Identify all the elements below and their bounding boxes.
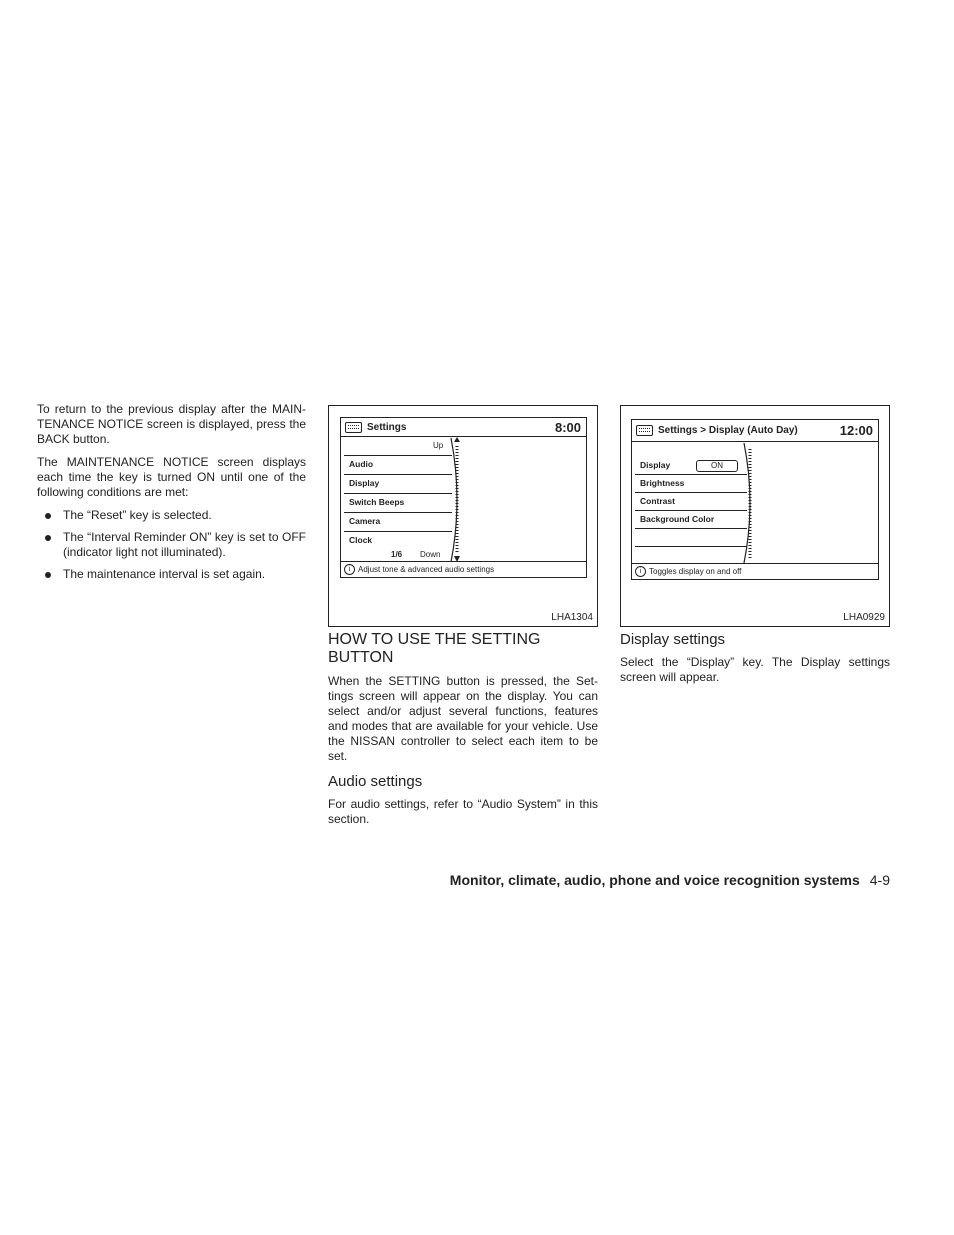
paragraph: Select the “Display” key. The Display settings screen will appear. — [620, 655, 890, 684]
footer-section-title: Monitor, climate, audio, phone and voice recognition systems — [449, 872, 860, 888]
menu-item-switch-beeps: Switch Beeps — [344, 494, 452, 513]
scroll-wheel-icon — [742, 441, 758, 565]
scroll-up-label: Up — [433, 441, 444, 450]
menu-item-audio: Audio — [344, 456, 452, 475]
scroll-down-label: Down — [420, 550, 441, 559]
page-indicator: 1/6 — [391, 550, 403, 559]
display-settings-screen-figure — [620, 405, 890, 627]
display-settings-screen — [631, 419, 879, 580]
page-number: 4-9 — [869, 872, 890, 888]
screen-title-bar — [632, 420, 878, 442]
menu-item-display — [635, 457, 747, 475]
list-item-text: The “Interval Reminder ON” key is set to OFF (indicator light not illuminated). — [63, 530, 306, 559]
left-column — [37, 402, 306, 589]
figure-id: LHA0929 — [843, 612, 885, 623]
menu-item-empty — [635, 529, 747, 547]
clock-time: 12:00 — [839, 423, 873, 438]
display-toggle: ON — [696, 460, 738, 472]
menu-item-contrast: Contrast — [635, 493, 747, 511]
menu-item-background-color: Background Color — [635, 511, 747, 529]
bullet-icon — [45, 513, 51, 519]
hint-bar — [341, 561, 586, 577]
screen-title: Settings — [367, 421, 407, 433]
settings-screen — [340, 417, 587, 578]
hint-bar — [632, 563, 878, 579]
page-footer — [450, 872, 890, 888]
section-heading: HOW TO USE THE SETTING BUTTON — [328, 631, 541, 666]
paragraph: When the SETTING button is pressed, the Set-tings screen will appear on the display. You can select and/or adjust several functions, features and modes that are available for your vehicle. Use the NISSAN controller to select each item to be set. — [328, 674, 598, 763]
right-column — [620, 631, 890, 693]
hint-text: Adjust tone & advanced audio settings — [358, 564, 495, 574]
info-icon: i — [635, 566, 646, 577]
settings-keyboard-icon — [636, 425, 653, 436]
bullet-icon — [45, 535, 51, 541]
display-settings-menu — [635, 457, 747, 565]
settings-menu — [344, 455, 452, 551]
screen-title-bar — [341, 418, 586, 437]
subsection-heading: Audio settings — [328, 773, 423, 790]
hint-text: Toggles display on and off — [649, 566, 742, 576]
list-item — [37, 530, 306, 560]
subsection-heading: Display settings — [620, 631, 726, 648]
paragraph: For audio settings, refer to “Audio System” in this section. — [328, 797, 598, 826]
paragraph: The MAINTENANCE NOTICE screen displays each time the key is turned ON until one of the following conditions are met: — [37, 455, 306, 499]
screen-title: Settings > Display (Auto Day) — [658, 425, 798, 436]
menu-item-camera: Camera — [344, 513, 452, 532]
menu-item-brightness: Brightness — [635, 475, 747, 493]
bullet-icon — [45, 572, 51, 578]
list-item — [37, 567, 306, 582]
menu-item-label: Display — [640, 460, 671, 470]
middle-column — [328, 631, 598, 835]
settings-keyboard-icon — [345, 422, 362, 433]
menu-item-display: Display — [344, 475, 452, 494]
figure-id: LHA1304 — [551, 612, 593, 623]
menu-item-clock: Clock — [349, 535, 373, 545]
conditions-list — [37, 508, 306, 582]
scroll-wheel-icon — [449, 436, 465, 564]
info-icon: i — [344, 564, 355, 575]
clock-time: 8:00 — [554, 419, 581, 435]
paragraph: To return to the previous display after the MAIN-TENANCE NOTICE screen is displayed, press the BACK button. — [37, 402, 306, 446]
list-item-text: The “Reset” key is selected. — [63, 508, 212, 522]
list-item-text: The maintenance interval is set again. — [63, 567, 266, 581]
settings-screen-figure — [328, 405, 598, 627]
list-item — [37, 508, 306, 523]
